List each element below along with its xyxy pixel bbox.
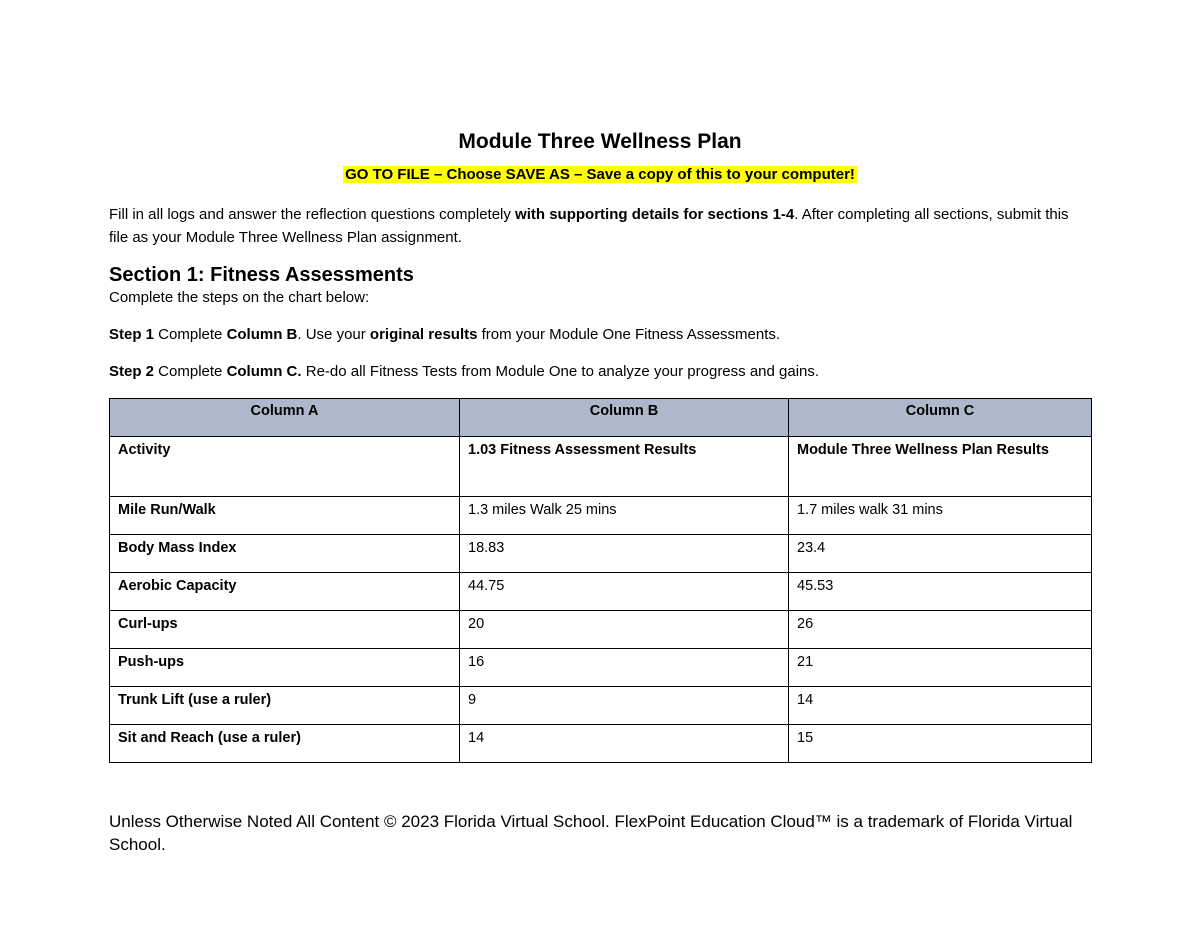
step-2-text-2: Re-do all Fitness Tests from Module One to analyze your progress and gains.: [301, 363, 820, 380]
activity-cell: Sit and Reach (use a ruler): [110, 725, 460, 763]
column-c-header: Column C: [789, 399, 1092, 437]
column-c-cell[interactable]: 21: [789, 649, 1092, 687]
column-c-cell[interactable]: 45.53: [789, 573, 1092, 611]
column-b-header: Column B: [460, 399, 789, 437]
activity-cell: Push-ups: [110, 649, 460, 687]
page-title: Module Three Wellness Plan: [458, 130, 742, 153]
table-row: [110, 687, 1092, 725]
step-1-bold-2: original results: [369, 326, 478, 343]
section-1-heading: Section 1: Fitness Assessments: [109, 264, 414, 286]
intro-text-1: Fill in all logs and answer the reflection questions completely: [109, 206, 516, 223]
step-1-instruction: [109, 325, 780, 345]
section-1-subheading: Complete the steps on the chart below:: [109, 289, 370, 306]
column-b-cell[interactable]: 14: [460, 725, 789, 763]
step-2-label: Step 2: [109, 363, 155, 380]
column-b-cell[interactable]: 44.75: [460, 573, 789, 611]
intro-text-bold: with supporting details for sections 1-4: [515, 206, 795, 223]
column-b-cell[interactable]: 18.83: [460, 535, 789, 573]
activity-cell: Trunk Lift (use a ruler): [110, 687, 460, 725]
activity-cell: Mile Run/Walk: [110, 497, 460, 535]
table-row: [110, 649, 1092, 687]
table-subheader-row: [110, 437, 1092, 497]
step-1-text-3: from your Module One Fitness Assessments.: [477, 326, 781, 343]
table-row: [110, 535, 1092, 573]
step-2-column: Column C.: [226, 363, 302, 380]
step-2-text-1: Complete: [154, 363, 227, 380]
column-c-cell[interactable]: 26: [789, 611, 1092, 649]
activity-subheader: Activity: [110, 437, 460, 497]
table-row: [110, 725, 1092, 763]
table-row: [110, 497, 1092, 535]
column-b-cell[interactable]: 16: [460, 649, 789, 687]
step-1-label: Step 1: [109, 326, 155, 343]
column-b-cell[interactable]: 20: [460, 611, 789, 649]
activity-cell: Body Mass Index: [110, 535, 460, 573]
column-a-header: Column A: [110, 399, 460, 437]
intro-paragraph: [109, 203, 1069, 249]
save-instruction: [0, 165, 1200, 185]
column-c-cell[interactable]: 14: [789, 687, 1092, 725]
copyright-footer: Unless Otherwise Noted All Content © 2023 Florida Virtual School. FlexPoint Education Cloud™ is a trademark of Florida Virtual School.: [109, 812, 1073, 854]
table-row: [110, 611, 1092, 649]
step-1-text-2: . Use your: [297, 326, 370, 343]
activity-cell: Aerobic Capacity: [110, 573, 460, 611]
column-b-cell[interactable]: 1.3 miles Walk 25 mins: [460, 497, 789, 535]
step-2-instruction: [109, 362, 819, 382]
column-c-cell[interactable]: 1.7 miles walk 31 mins: [789, 497, 1092, 535]
activity-cell: Curl-ups: [110, 611, 460, 649]
column-c-cell[interactable]: 15: [789, 725, 1092, 763]
fitness-assessment-table: [109, 398, 1092, 763]
intro-text-2: . After completing all sections, submit this file as your Module Three Wellness Plan assignment.: [109, 206, 1069, 246]
table-row: [110, 573, 1092, 611]
step-1-text-1: Complete: [154, 326, 227, 343]
table-header-row: [110, 399, 1092, 437]
column-b-subheader: 1.03 Fitness Assessment Results: [460, 437, 789, 497]
column-b-cell[interactable]: 9: [460, 687, 789, 725]
step-1-column: Column B: [226, 326, 298, 343]
column-c-subheader: Module Three Wellness Plan Results: [789, 437, 1092, 497]
column-c-cell[interactable]: 23.4: [789, 535, 1092, 573]
save-instruction-highlight: GO TO FILE – Choose SAVE AS – Save a copy of this to your computer!: [345, 166, 855, 183]
